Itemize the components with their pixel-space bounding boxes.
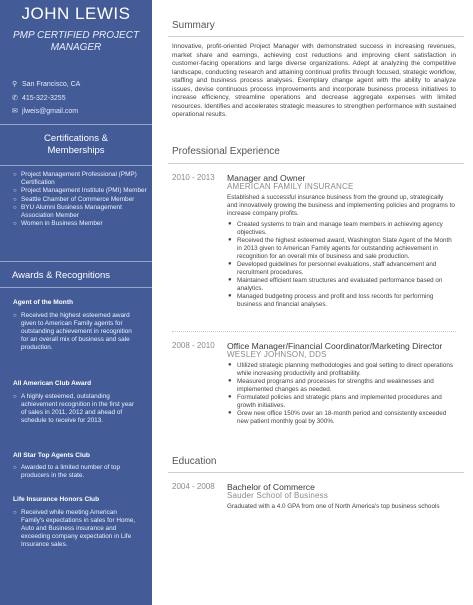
job-title: Manager and Owner [227,173,306,183]
location-text: San Francisco, CA [22,80,81,88]
cert-item: ○ Project Management Institute (PMI) Member [13,187,147,195]
cert-item: ○ Project Management Professional (PMP) Certification [13,171,137,187]
award-title: All American Club Award [13,380,92,387]
summary-text: Innovative, profit-oriented Project Manager with demonstrated success in increasing revenues, market share and earnings, achieving cost reductions and improving client satisfaction in customer-facing operations and large diverse organizations. Adept at analyzing the competitive landscape, conducting research and attaining continual profits through focused, strategic workflow, staffing and business process analyses. Exemplary change agent with the ability to analyze issues, devise continuous process improvements and incorporate business process initiatives to increase efficiency, streamline operations and decrease aggregate expenses with limited resources. Identifies and accelerates strategic measures to strengthen performance with sustained operational results. [172,43,456,119]
email-icon: ✉ [12,108,18,115]
section-rule [168,163,464,164]
award-title: Life Insurance Honors Club [13,496,100,503]
bullet-icon: ○ [13,510,17,516]
list-item: ● Formulated policies and strategic plans and implemented procedures and growth initiatives. [228,393,442,409]
education-heading: Education [172,456,217,467]
job-dates: 2008 - 2010 [172,341,215,350]
certifications-list [13,171,149,228]
award-description: ○ Awarded to a limited number of top producers in the state. [13,464,120,480]
list-item: ● Received the highest esteemed award, Washington State Agent of the Month in 2013 given to American Family agents for outstanding achievement in recognition for an overall mix of business and sale production. [228,236,452,260]
cert-item: ○ BYU Alumni Business Management Association Member [13,203,122,220]
education-description: Graduated with a 4.0 GPA from one of North America's top business schools [227,503,440,510]
list-item: ● Utilized strategic planning methodologies and goal setting to direct operations while increasing productivity and profitability. [228,362,453,377]
bullet-icon: ● [228,260,232,267]
email-text[interactable]: jlweis@gmail.com [22,107,79,115]
award-title: Agent of the Month [13,299,74,306]
sidebar-divider [0,261,152,262]
award-description: ○ Received while meeting American Family's expectations in sales for Home, Auto and Business insurance and exceeding company expectation in Life Insurance sales. [13,509,136,549]
phone-icon: ✆ [12,95,18,102]
bullet-icon: ○ [13,465,17,471]
list-item: ● Measured programs and processes for strengths and weaknesses and implemented changes as needed. [228,377,434,393]
bullet-icon: ● [228,292,232,299]
education-school: Sauder School of Business [227,491,329,500]
experience-heading: Professional Experience [172,146,280,157]
job-divider [172,331,456,332]
sidebar [0,0,152,605]
candidate-role: PMP CERTIFIED PROJECT MANAGER [12,30,140,53]
awards-heading: Awards & Recognitions [12,270,111,281]
cert-item: ○ Women in Business Member [13,220,103,228]
list-item: ● Grew new office 150% over an 18-month period and consistently exceeded new patient monthly goal by 300%. [228,409,447,425]
award-description: ○ Received the highest esteemed award given to American Family agents for outstanding achievement in recognition for an overall mix of business and sale production. [13,312,132,352]
bullet-icon: ● [228,393,232,400]
job-dates: 2010 - 2013 [172,173,215,182]
sidebar-divider [0,165,152,166]
education-degree: Bachelor of Commerce [227,482,315,492]
section-rule [168,472,464,473]
bullet-icon: ○ [13,172,17,178]
candidate-name: JOHN LEWIS [21,4,131,23]
list-item: ● Maintained efficient team structures and evaluated performance based on analytics. [228,276,443,292]
list-item: ● Managed budgeting process and profit and loss records for performing business and financial analyses. [228,292,434,308]
bullet-icon: ● [228,221,232,227]
location-pin-icon: ⚲ [12,81,18,88]
bullet-icon: ● [228,362,232,368]
bullet-icon: ● [228,409,232,416]
job-bullets [228,221,454,308]
job-description: Established a successful insurance business from the ground up, strategically and innovatively growing the business and implementing policies and programs to increase company profits. [227,194,455,217]
section-rule [168,36,464,37]
phone-text: 415-322-3255 [22,94,66,102]
bullet-icon: ● [228,276,232,283]
job-company: WESLEY JOHNSON, DDS [227,350,327,359]
job-bullets [228,362,454,426]
award-description: ○ A highly esteemed, outstanding achievement recognition in the first year of sales in 2011, 2012 and ahead of schedule to receive for 2013. [13,393,134,425]
certifications-heading: Certifications & Memberships [44,133,108,156]
sidebar-divider [0,287,152,288]
award-title: All Star Top Agents Club [13,452,90,459]
list-item: ● Created systems to train and manage team members in achieving agency objectives. [228,221,443,236]
contact-location [12,80,80,88]
sidebar-divider [0,124,152,125]
education-dates: 2004 - 2008 [172,482,215,491]
bullet-icon: ● [228,236,232,243]
list-item: ● Developed guidelines for personnel evaluations, staff advancement and recruitment procedures. [228,260,437,276]
bullet-icon: ○ [13,221,17,228]
bullet-icon: ○ [13,196,17,203]
cert-item: ○ Seattle Chamber of Commerce Member [13,195,135,203]
bullet-icon: ○ [13,188,17,195]
bullet-icon: ○ [13,204,17,211]
contact-email[interactable] [12,107,78,115]
job-title: Office Manager/Financial Coordinator/Marketing Director [227,341,443,351]
bullet-icon: ● [228,377,232,384]
bullet-icon: ○ [13,313,17,319]
summary-heading: Summary [172,20,215,31]
bullet-icon: ○ [13,394,17,400]
job-company: AMERICAN FAMILY INSURANCE [227,182,354,191]
contact-phone [12,94,66,102]
